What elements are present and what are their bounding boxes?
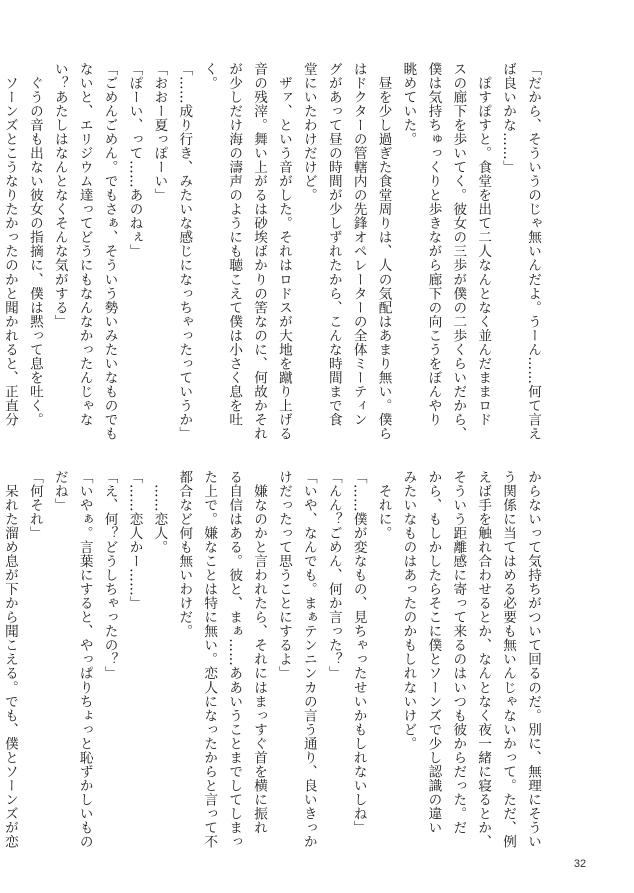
text-line: ソーンズとこうなりたかったのかと聞かれると、正直分 [1, 62, 18, 427]
page-number: 32 [573, 858, 587, 870]
text-block-top [1, 62, 545, 441]
text-line: 「ぽーい、って……あのねぇ」 [126, 62, 143, 259]
text-line: 昼を少し過ぎた食堂周りは、人の気配はあまり無い。僕ら [375, 62, 392, 441]
text-line: 眺めていた。 [400, 62, 417, 147]
text-line: 「おおー夏っぽーい」 [151, 62, 168, 203]
text-line: そういう距離感に寄って来るのはいつも彼からだった。だ [450, 470, 467, 835]
text-line: から、もしかしたらそこに僕とソーンズで少し認識の違い [425, 470, 442, 835]
text-line: く。 [201, 62, 218, 91]
text-line: 「いや、なんでも。まぁテンニンカの言う通り、良いきっか [300, 470, 317, 849]
text-line: 呆れた溜め息が下から聞こえる。でも、僕とソーンズが恋 [1, 470, 18, 849]
text-line: 「何それ」 [26, 470, 43, 541]
text-line: う関係に当てはめる必要も無いんじゃないかって。ただ、例 [500, 470, 517, 849]
text-line: ぽすぽすと。食堂を出て二人なんとなく並んだままロド [475, 62, 492, 427]
text-line: 「いやぁ。言葉にすると、やっぱりちょっと恥ずかしいもの [76, 470, 93, 849]
text-line: 「……恋人かー……」 [126, 470, 143, 611]
text-line: ……恋人。 [151, 470, 168, 555]
text-line: みたいなものはあったのかもしれないけど。 [400, 470, 417, 751]
text-line: た上で。嫌なことは特に無い。恋人になったからと言って不 [201, 470, 218, 849]
text-line: 「え、何？どうしちゃったの？」 [101, 470, 118, 681]
text-line: る自信はある。彼と、まぁ……ああいうことまでしてしまっ [226, 470, 243, 849]
text-line: い？あたしはなんとなくそんな気がする」 [51, 62, 68, 329]
text-line: 堂にいたわけだけど。 [300, 62, 317, 203]
text-line: 嫌なのかと言われたら、それにはまっすぐ首を横に振れ [251, 470, 268, 835]
text-block-bottom [1, 470, 545, 849]
text-line: からないって気持ちがついて回るのだ。別に、無理にそうい [525, 470, 541, 849]
text-line: えば手を触れ合わせるとか、なんとなく夜一緒に寝るとか、 [475, 470, 492, 849]
text-line: が少しだけ海の濤声のようにも聴こえて僕は小さく息を吐 [226, 62, 243, 427]
text-line: 「……成り行き、みたいな感じになっちゃったっていうか」 [176, 62, 193, 441]
text-line: 「だから、そういうのじゃ無いんだよ。うーん……何て言え [525, 62, 541, 441]
text-line: ないと、エリジウム達ってどうにもなんなかったんじゃな [76, 62, 93, 427]
text-line: 「ごめんごめん。でもさぁ、そういう勢いみたいなものでも [101, 62, 118, 441]
text-line: 都合など何も無いわけだ。 [176, 470, 193, 639]
text-line: 「んん？ごめん、何か言った？」 [325, 470, 342, 681]
text-line: ば良いかな……」 [500, 62, 517, 175]
text-line: 僕は気持ちゅっくりと歩きながら廊下の向こうをぼんやり [425, 62, 442, 427]
text-line: ぐうの音も出ない彼女の指摘に、僕は黙って息を吐く。 [26, 62, 43, 427]
text-line: 音の残滓。舞い上がるは砂埃ばかりの筈なのに、何故かそれ [251, 62, 268, 441]
text-line: はドクターの管轄内の先鋒オペレーターの全体ミーティン [350, 62, 367, 427]
text-line: 「……僕が変なもの、見ちゃったせいかもしれないしね」 [350, 470, 367, 835]
text-line: だね」 [51, 470, 68, 513]
text-line: けだったって思うことにするよ」 [275, 470, 292, 681]
text-line: ザァ、という音がした。それはロドスが大地を蹴り上げる [275, 62, 292, 441]
text-line: それに。 [375, 470, 392, 541]
text-line: グがあって昼の時間が少しずれたから、こんな時間まで食 [325, 62, 342, 427]
text-line: スの廊下を歩いてく。彼女の三歩が僕の二歩くらいだから、 [450, 62, 467, 441]
